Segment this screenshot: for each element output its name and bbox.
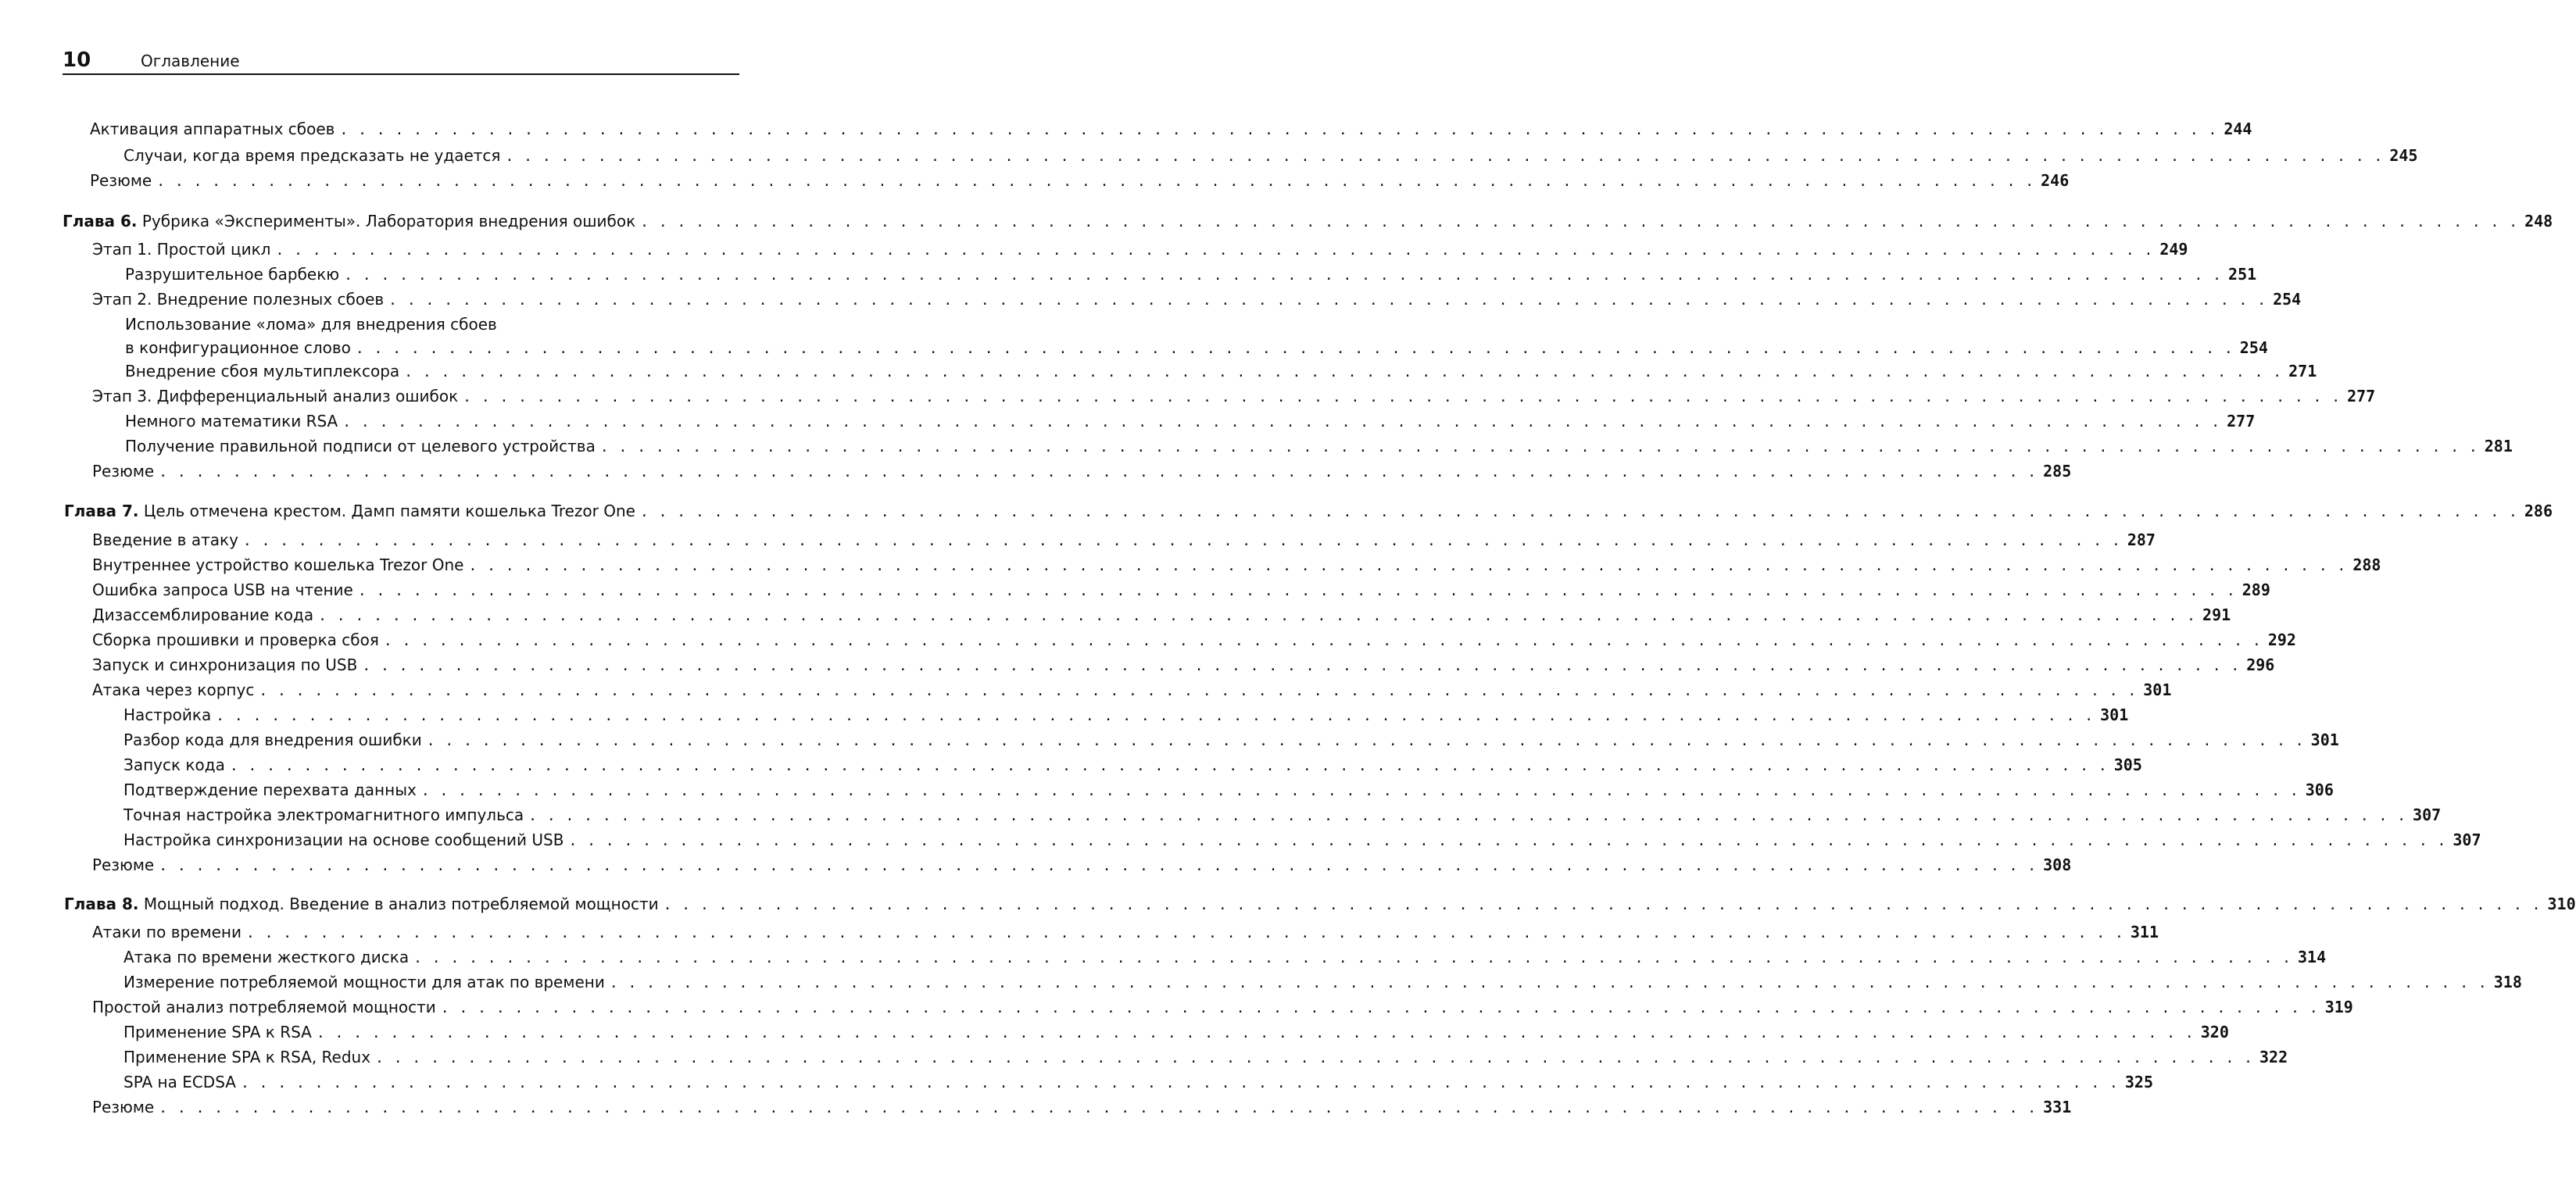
toc-entry-title: Глава 7. Цель отмечена крестом. Дамп памяти кошелька Trezor One xyxy=(64,502,635,520)
toc-entry xyxy=(92,530,2156,552)
toc-entry-title: Этап 3. Дифференциальный анализ ошибок xyxy=(92,387,459,405)
toc-page-number: 285 xyxy=(2043,462,2072,480)
toc-page-number: 281 xyxy=(2484,437,2513,455)
toc-entry-title: Измерение потребляемой мощности для атак по времени xyxy=(123,973,605,991)
toc-entry xyxy=(92,461,2072,483)
toc-entry-text: Использование «лома» для внедрения сбоев xyxy=(125,315,497,334)
toc-entry xyxy=(123,1047,2288,1069)
toc-entry xyxy=(92,630,2296,652)
toc-entry-title: Атака через корпус xyxy=(92,680,255,699)
dot-leader: . . . . . . . . . . . . . . . . . . . . . . . . . . . . . . . . . . . . . . . . . . . . . . . . . . . . . . . . . . . . . . . . . . . . . . . . . . . . . . . . . . . . . . . . . . . . . . . . . . . . . . xyxy=(528,808,2407,824)
dot-leader: . . . . . . . . . . . . . . . . . . . . . . . . . . . . . . . . . . . . . . . . . . . . . . . . . . . . . . . . . . . . . . . . . . . . . . . . . . . . . . . . . . . . . . . . . . . . . . . . . . . . . . xyxy=(440,1000,2319,1016)
dot-leader: . . . . . . . . . . . . . . . . . . . . . . . . . . . . . . . . . . . . . . . . . . . . . . . . . . . . . . . . . . . . . . . . . . . . . . . . . . . . . . . . . . . . . . . . . . . . . . . . . . . . . . xyxy=(242,533,2121,549)
toc-chapter-entry xyxy=(63,211,2553,233)
dot-leader: . . . . . . . . . . . . . . . . . . . . . . . . . . . . . . . . . . . . . . . . . . . . . . . . . . . . . . . . . . . . . . . . . . . . . . . . . . . . . . . . . . . . . . . . . . . . . . . . . . . . . . xyxy=(156,173,2035,190)
toc-page-number: 307 xyxy=(2413,805,2442,824)
dot-leader: . . . . . . . . . . . . . . . . . . . . . . . . . . . . . . . . . . . . . . . . . . . . . . . . . . . . . . . . . . . . . . . . . . . . . . . . . . . . . . . . . . . . . . . . . . . . . . . . . . . . . . xyxy=(344,267,2223,284)
toc-entry-title: Подтверждение перехвата данных xyxy=(123,780,417,799)
toc-entry xyxy=(92,605,2231,627)
toc-page-number: 310 xyxy=(2547,895,2576,913)
chapter-label: Глава 8. xyxy=(64,895,139,913)
toc-entry-title: Разбор кода для внедрения ошибки xyxy=(123,730,422,749)
toc-entry-title: Введение в атаку xyxy=(92,530,238,549)
dot-leader: . . . . . . . . . . . . . . . . . . . . . . . . . . . . . . . . . . . . . . . . . . . . . . . . . . . . . . . . . . . . . . . . . . . . . . . . . . . . . . . . . . . . . . . . . . . . . . . . . . . . . . xyxy=(342,414,2221,430)
toc-entry xyxy=(92,386,2376,408)
toc-page-number: 244 xyxy=(2224,120,2252,138)
toc-page-number: 301 xyxy=(2100,705,2129,724)
toc-entry xyxy=(125,411,2256,433)
toc-entry-title: Применение SPA к RSA xyxy=(123,1023,312,1041)
toc-page-number: 319 xyxy=(2324,998,2353,1016)
toc-page-number: 254 xyxy=(2273,290,2302,309)
dot-leader: . . . . . . . . . . . . . . . . . . . . . . . . . . . . . . . . . . . . . . . . . . . . . . . . . . . . . . . . . . . . . . . . . . . . . . . . . . . . . . . . . . . . . . . . . . . . . . . . . . . . . . xyxy=(362,658,2241,674)
toc-entry-title: Получение правильной подписи от целевого устройства xyxy=(125,437,596,455)
dot-leader: . . . . . . . . . . . . . . . . . . . . . . . . . . . . . . . . . . . . . . . . . . . . . . . . . . . . . . . . . . . . . . . . . . . . . . . . . . . . . . . . . . . . . . . . . . . . . . . . . . . . . . xyxy=(375,1050,2253,1066)
toc-entry-title: Настройка xyxy=(123,705,212,724)
toc-entry xyxy=(92,680,2172,702)
dot-leader: . . . . . . . . . . . . . . . . . . . . . . . . . . . . . . . . . . . . . . . . . . . . . . . . . . . . . . . . . . . . . . . . . . . . . . . . . . . . . . . . . . . . . . . . . . . . . . . . . . . . . . xyxy=(159,1100,2038,1116)
toc-entry xyxy=(92,239,2188,261)
toc-page-number: 314 xyxy=(2298,948,2327,966)
toc-page-number: 292 xyxy=(2267,630,2296,649)
toc-page-number: 301 xyxy=(2143,680,2172,699)
toc-entry-title: Атака по времени жесткого диска xyxy=(123,948,410,966)
dot-leader: . . . . . . . . . . . . . . . . . . . . . . . . . . . . . . . . . . . . . . . . . . . . . . . . . . . . . . . . . . . . . . . . . . . . . . . . . . . . . . . . . . . . . . . . . . . . . . . . . . . . . . xyxy=(355,341,2234,357)
toc-entry xyxy=(123,805,2442,827)
toc-entry-title: Резюме xyxy=(92,1098,155,1116)
toc-entry-title: Дизассемблирование кода xyxy=(92,605,314,624)
toc-entry xyxy=(92,922,2159,944)
dot-leader: . . . . . . . . . . . . . . . . . . . . . . . . . . . . . . . . . . . . . . . . . . . . . . . . . . . . . . . . . . . . . . . . . . . . . . . . . . . . . . . . . . . . . . . . . . . . . . . . . . . . . . xyxy=(339,122,2218,138)
dot-leader: . . . . . . . . . . . . . . . . . . . . . . . . . . . . . . . . . . . . . . . . . . . . . . . . . . . . . . . . . . . . . . . . . . . . . . . . . . . . . . . . . . . . . . . . . . . . . . . . . . . . . . xyxy=(357,583,2236,599)
toc-entry-title: Активация аппаратных сбоев xyxy=(90,120,335,138)
toc-page-number: 325 xyxy=(2124,1073,2153,1091)
toc-entry xyxy=(90,119,2252,141)
toc-entry-title: Внутреннее устройство кошелька Trezor One xyxy=(92,555,464,574)
toc-page-number: 287 xyxy=(2127,530,2156,549)
toc-entry xyxy=(123,1022,2229,1044)
toc-entry-title: Немного математики RSA xyxy=(125,412,338,430)
dot-leader: . . . . . . . . . . . . . . . . . . . . . . . . . . . . . . . . . . . . . . . . . . . . . . . . . . . . . . . . . . . . . . . . . . . . . . . . . . . . . . . . . . . . . . . . . . . . . . . . . . . . . . xyxy=(159,464,2038,480)
toc-entry-title: Глава 6. Рубрика «Эксперименты». Лаборатория внедрения ошибок xyxy=(63,212,636,230)
toc-page-number: 246 xyxy=(2041,171,2070,190)
toc-entry-title: SPA на ECDSA xyxy=(123,1073,236,1091)
toc-page-number: 296 xyxy=(2246,655,2275,674)
toc-page-number: 291 xyxy=(2202,605,2231,624)
toc-page-number: 306 xyxy=(2305,780,2334,799)
chapter-label: Глава 6. xyxy=(63,212,138,230)
toc-page-number: 320 xyxy=(2200,1023,2229,1041)
toc-entry-title: Точная настройка электромагнитного импульса xyxy=(123,805,524,824)
dot-leader: . . . . . . . . . . . . . . . . . . . . . . . . . . . . . . . . . . . . . . . . . . . . . . . . . . . . . . . . . . . . . . . . . . . . . . . . . . . . . . . . . . . . . . . . . . . . . . . . . . . . . . xyxy=(245,925,2124,941)
toc-page-number: 305 xyxy=(2113,755,2142,774)
toc-entry xyxy=(123,755,2142,777)
toc-entry-title: Применение SPA к RSA, Redux xyxy=(123,1048,371,1066)
dot-leader: . . . . . . . . . . . . . . . . . . . . . . . . . . . . . . . . . . . . . . . . . . . . . . . . . . . . . . . . . . . . . . . . . . . . . . . . . . . . . . . . . . . . . . . . . . . . . . . . . . . . . . xyxy=(420,783,2299,799)
toc-page-number: 331 xyxy=(2043,1098,2072,1116)
toc-page-number: 311 xyxy=(2130,923,2159,941)
dot-leader: . . . . . . . . . . . . . . . . . . . . . . . . . . . . . . . . . . . . . . . . . . . . . . . . . . . . . . . . . . . . . . . . . . . . . . . . . . . . . . . . . . . . . . . . . . . . . . . . . . . . . . xyxy=(275,242,2154,259)
page-number: 10 xyxy=(63,48,91,72)
toc-entry xyxy=(123,1072,2153,1094)
toc-entry-title: Разрушительное барбекю xyxy=(125,265,340,284)
toc-chapter-entry xyxy=(64,894,2576,916)
toc-entry-title: Резюме xyxy=(90,171,152,190)
dot-leader: . . . . . . . . . . . . . . . . . . . . . . . . . . . . . . . . . . . . . . . . . . . . . . . . . . . . . . . . . . . . . . . . . . . . . . . . . . . . . . . . . . . . . . . . . . . . . . . . . . . . . . xyxy=(159,858,2038,874)
toc-entry xyxy=(123,947,2327,969)
toc-entry-title: Сборка прошивки и проверка сбоя xyxy=(92,630,379,649)
toc-entry xyxy=(125,264,2257,286)
toc-entry xyxy=(123,730,2339,752)
toc-entry-title: Настройка синхронизации на основе сообщений USB xyxy=(123,830,564,849)
toc-entry xyxy=(92,555,2381,577)
toc-page-number: 245 xyxy=(2389,146,2418,165)
dot-leader: . . . . . . . . . . . . . . . . . . . . . . . . . . . . . . . . . . . . . . . . . . . . . . . . . . . . . . . . . . . . . . . . . . . . . . . . . . . . . . . . . . . . . . . . . . . . . . . . . . . . . . xyxy=(404,364,2283,380)
toc-entry xyxy=(92,289,2302,311)
dot-leader: . . . . . . . . . . . . . . . . . . . . . . . . . . . . . . . . . . . . . . . . . . . . . . . . . . . . . . . . . . . . . . . . . . . . . . . . . . . . . . . . . . . . . . . . . . . . . . . . . . . . . . xyxy=(240,1075,2119,1091)
toc-entry xyxy=(92,1097,2072,1119)
toc-entry-title: Простой анализ потребляемой мощности xyxy=(92,998,436,1016)
toc-entry-title: Резюме xyxy=(92,462,155,480)
dot-leader: . . . . . . . . . . . . . . . . . . . . . . . . . . . . . . . . . . . . . . . . . . . . . . . . . . . . . . . . . . . . . . . . . . . . . . . . . . . . . . . . . . . . . . . . . . . . . . . . . . . . . . xyxy=(388,292,2267,309)
dot-leader: . . . . . . . . . . . . . . . . . . . . . . . . . . . . . . . . . . . . . . . . . . . . . . . . . . . . . . . . . . . . . . . . . . . . . . . . . . . . . . . . . . . . . . . . . . . . . . . . . . . . . . xyxy=(663,897,2542,913)
dot-leader: . . . . . . . . . . . . . . . . . . . . . . . . . . . . . . . . . . . . . . . . . . . . . . . . . . . . . . . . . . . . . . . . . . . . . . . . . . . . . . . . . . . . . . . . . . . . . . . . . . . . . . xyxy=(640,214,2519,230)
toc-page-number: 288 xyxy=(2352,555,2381,574)
dot-leader: . . . . . . . . . . . . . . . . . . . . . . . . . . . . . . . . . . . . . . . . . . . . . . . . . . . . . . . . . . . . . . . . . . . . . . . . . . . . . . . . . . . . . . . . . . . . . . . . . . . . . . xyxy=(505,148,2384,165)
toc-entry-title: Атаки по времени xyxy=(92,923,242,941)
toc-entry xyxy=(123,972,2522,994)
toc-entry-title: Ошибка запроса USB на чтение xyxy=(92,580,353,599)
toc-entry-title: Внедрение сбоя мультиплексора xyxy=(125,362,400,380)
toc-entry-title: Резюме xyxy=(92,855,155,874)
toc-page-number: 286 xyxy=(2524,502,2553,520)
toc-entry xyxy=(125,338,2268,359)
toc-page-number: 289 xyxy=(2241,580,2270,599)
dot-leader: . . . . . . . . . . . . . . . . . . . . . . . . . . . . . . . . . . . . . . . . . . . . . . . . . . . . . . . . . . . . . . . . . . . . . . . . . . . . . . . . . . . . . . . . . . . . . . . . . . . . . . xyxy=(468,558,2347,574)
toc-entry-title: Этап 2. Внедрение полезных сбоев xyxy=(92,290,385,309)
toc-entry xyxy=(92,655,2275,677)
toc-entry xyxy=(90,170,2070,192)
running-header xyxy=(63,45,739,75)
toc-page-number: 249 xyxy=(2159,240,2188,259)
toc-page-number: 254 xyxy=(2239,338,2268,357)
toc-page-number: 322 xyxy=(2259,1048,2288,1066)
toc-entry-title: Запуск и синхронизация по USB xyxy=(92,655,358,674)
dot-leader: . . . . . . . . . . . . . . . . . . . . . . . . . . . . . . . . . . . . . . . . . . . . . . . . . . . . . . . . . . . . . . . . . . . . . . . . . . . . . . . . . . . . . . . . . . . . . . . . . . . . . . xyxy=(316,1025,2195,1041)
dot-leader: . . . . . . . . . . . . . . . . . . . . . . . . . . . . . . . . . . . . . . . . . . . . . . . . . . . . . . . . . . . . . . . . . . . . . . . . . . . . . . . . . . . . . . . . . . . . . . . . . . . . . . xyxy=(568,833,2447,849)
dot-leader: . . . . . . . . . . . . . . . . . . . . . . . . . . . . . . . . . . . . . . . . . . . . . . . . . . . . . . . . . . . . . . . . . . . . . . . . . . . . . . . . . . . . . . . . . . . . . . . . . . . . . . xyxy=(599,439,2478,455)
toc-entry xyxy=(92,997,2353,1019)
toc-entry xyxy=(125,361,2317,383)
running-title: Оглавление xyxy=(141,52,240,70)
toc-entry-title: в конфигурационное слово xyxy=(125,338,351,357)
toc-entry xyxy=(123,705,2129,727)
toc-entry xyxy=(123,780,2334,802)
dot-leader: . . . . . . . . . . . . . . . . . . . . . . . . . . . . . . . . . . . . . . . . . . . . . . . . . . . . . . . . . . . . . . . . . . . . . . . . . . . . . . . . . . . . . . . . . . . . . . . . . . . . . . xyxy=(609,975,2488,991)
toc-entry-title: Случаи, когда время предсказать не удается xyxy=(123,146,501,165)
toc-page-number: 307 xyxy=(2453,830,2481,849)
toc-entry-title: Глава 8. Мощный подход. Введение в анализ потребляемой мощности xyxy=(64,895,659,913)
toc-page-number: 277 xyxy=(2347,387,2376,405)
toc-page-number: 271 xyxy=(2288,362,2317,380)
dot-leader: . . . . . . . . . . . . . . . . . . . . . . . . . . . . . . . . . . . . . . . . . . . . . . . . . . . . . . . . . . . . . . . . . . . . . . . . . . . . . . . . . . . . . . . . . . . . . . . . . . . . . . xyxy=(413,950,2292,966)
dot-leader: . . . . . . . . . . . . . . . . . . . . . . . . . . . . . . . . . . . . . . . . . . . . . . . . . . . . . . . . . . . . . . . . . . . . . . . . . . . . . . . . . . . . . . . . . . . . . . . . . . . . . . xyxy=(383,633,2262,649)
dot-leader: . . . . . . . . . . . . . . . . . . . . . . . . . . . . . . . . . . . . . . . . . . . . . . . . . . . . . . . . . . . . . . . . . . . . . . . . . . . . . . . . . . . . . . . . . . . . . . . . . . . . . . xyxy=(259,683,2138,699)
toc-entry-title: Запуск кода xyxy=(123,755,225,774)
toc-entry xyxy=(125,436,2513,458)
dot-leader: . . . . . . . . . . . . . . . . . . . . . . . . . . . . . . . . . . . . . . . . . . . . . . . . . . . . . . . . . . . . . . . . . . . . . . . . . . . . . . . . . . . . . . . . . . . . . . . . . . . . . . xyxy=(216,708,2095,724)
dot-leader: . . . . . . . . . . . . . . . . . . . . . . . . . . . . . . . . . . . . . . . . . . . . . . . . . . . . . . . . . . . . . . . . . . . . . . . . . . . . . . . . . . . . . . . . . . . . . . . . . . . . . . xyxy=(463,389,2342,405)
toc-page-number: 251 xyxy=(2228,265,2257,284)
toc-entry xyxy=(92,580,2270,602)
dot-leader: . . . . . . . . . . . . . . . . . . . . . . . . . . . . . . . . . . . . . . . . . . . . . . . . . . . . . . . . . . . . . . . . . . . . . . . . . . . . . . . . . . . . . . . . . . . . . . . . . . . . . . xyxy=(229,758,2108,774)
chapter-label: Глава 7. xyxy=(64,502,139,520)
toc-page-number: 308 xyxy=(2043,855,2072,874)
toc-entry xyxy=(123,830,2481,852)
toc-page-number: 248 xyxy=(2524,212,2553,230)
toc-entry xyxy=(92,855,2072,877)
toc-page-number: 301 xyxy=(2310,730,2339,749)
toc-page-number: 277 xyxy=(2227,412,2256,430)
dot-leader: . . . . . . . . . . . . . . . . . . . . . . . . . . . . . . . . . . . . . . . . . . . . . . . . . . . . . . . . . . . . . . . . . . . . . . . . . . . . . . . . . . . . . . . . . . . . . . . . . . . . . . xyxy=(318,608,2197,624)
toc-entry-title: Этап 1. Простой цикл xyxy=(92,240,271,259)
dot-leader: . . . . . . . . . . . . . . . . . . . . . . . . . . . . . . . . . . . . . . . . . . . . . . . . . . . . . . . . . . . . . . . . . . . . . . . . . . . . . . . . . . . . . . . . . . . . . . . . . . . . . . xyxy=(426,733,2305,749)
toc-page-number: 318 xyxy=(2493,973,2522,991)
toc-chapter-entry xyxy=(64,501,2553,523)
toc-entry xyxy=(123,145,2418,167)
dot-leader: . . . . . . . . . . . . . . . . . . . . . . . . . . . . . . . . . . . . . . . . . . . . . . . . . . . . . . . . . . . . . . . . . . . . . . . . . . . . . . . . . . . . . . . . . . . . . . . . . . . . . . xyxy=(639,504,2518,520)
